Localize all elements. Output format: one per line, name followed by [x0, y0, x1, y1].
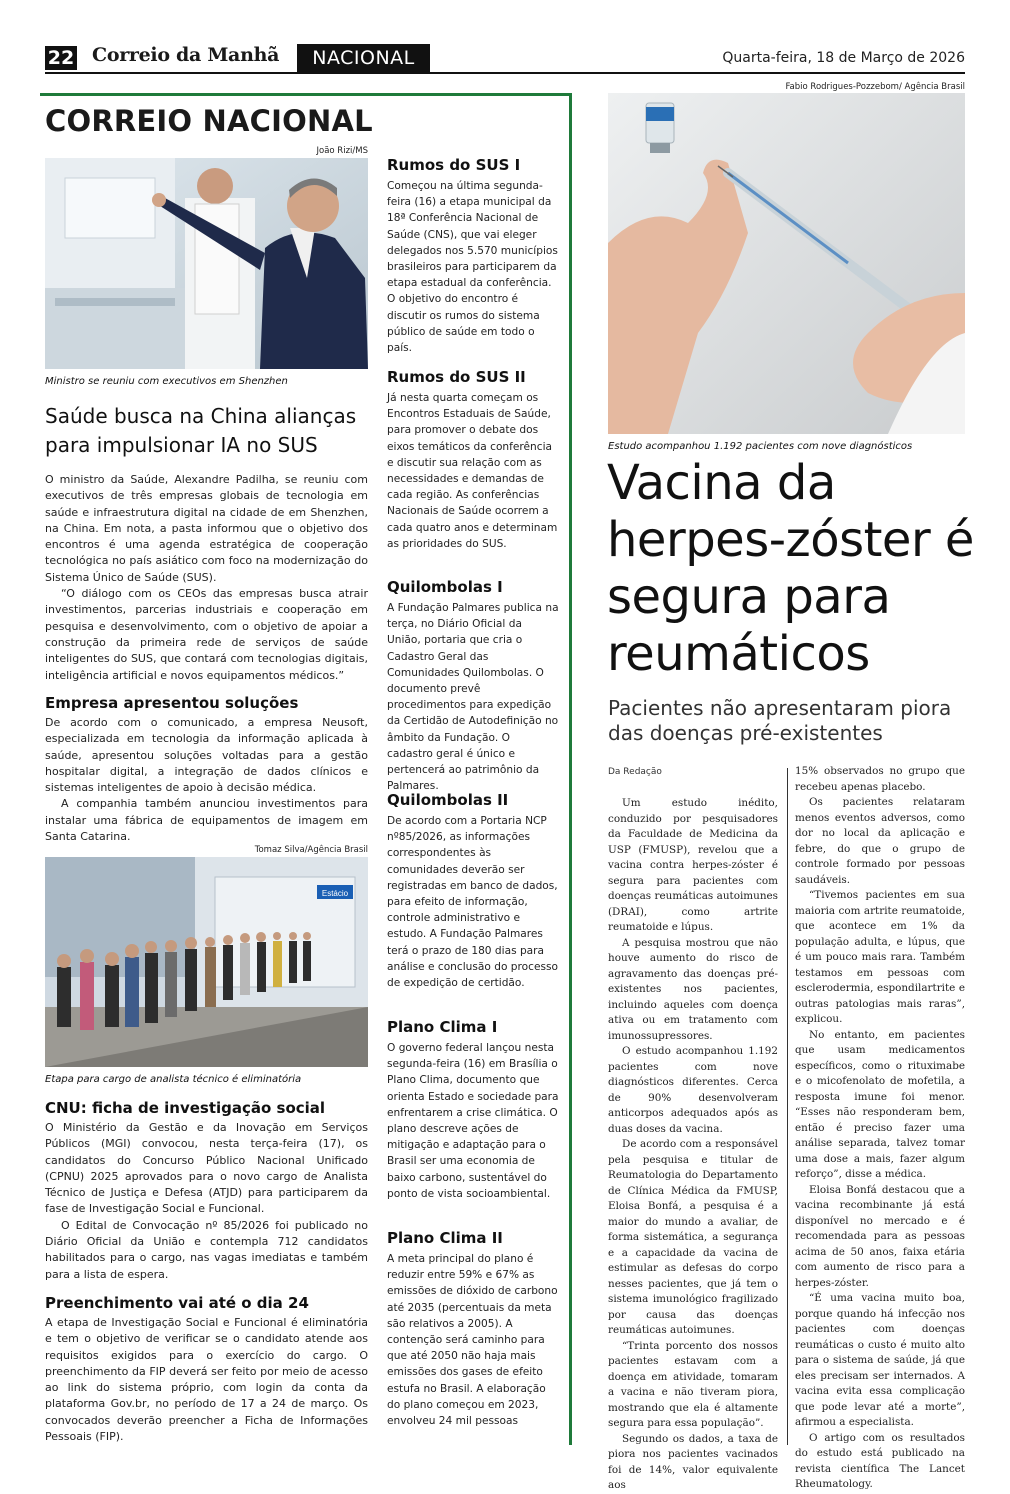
- article-headline: Saúde busca na China alianças para impulsionar IA no SUS: [45, 404, 357, 457]
- paragraph: “É uma vacina muito boa, porque quando há infecção nos pacientes com doenças reumáticas o custo é muito alto para o sistema de saúde, já que eles precisam ser internados. A vacina evita essa complicação que pode levar até a morte”, afirmou a especialista.: [795, 1292, 965, 1428]
- issue-date: Quarta-feira, 18 de Março de 2026: [722, 50, 965, 66]
- main-headline: Vacina da herpes-zóster é segura para reumáticos: [607, 455, 974, 682]
- paragraph: Eloisa Bonfá destacou que a vacina recombinante já está disponível no mercado e é recomendada para as pessoas acima de 50 anos, faixa etária com aumento de risco para a herpes-zóster.: [795, 1183, 965, 1289]
- header-rule: [45, 72, 965, 74]
- paragraph: De acordo com a responsável pela pesquisa e titular de Reumatologia do Departamento de Clínica Médica da FMUSP, Eloisa Bonfá, a pesquisa é a maior do mundo a avaliar, de forma sistemática, a segurança e a capacidade da vacina de estimular as defesas do corpo nesses pacientes, que já tem o sistema imunológico fragilizado por causa das doenças reumáticas autoimunes.: [608, 1138, 778, 1336]
- brief-text: A Fundação Palmares publica na terça, no Diário Oficial da União, portaria que cria o Cadastro Geral das Comunidades Quilombolas. O documento prevê procedimentos para expedição da Certidão de Autodefinição no âmbito da Fundação. O cadastro geral é único e pertencerá ao patrimônio da Palmares.: [387, 602, 559, 793]
- brief-text: Começou na última segunda-feira (16) a etapa municipal da 18ª Conferência Nacional de Saúde (CNS), que vai eleger delegados nos 5.570 municípios brasileiros para participarem da etapa estadual da conferência. O objetivo do encontro é discutir os rumos do sistema público de saúde em todo o país.: [387, 180, 558, 355]
- building-sign: Estácio: [321, 889, 349, 898]
- subheading: Empresa apresentou soluções: [45, 694, 299, 712]
- article-deck: Pacientes não apresentaram piora das doenças pré-existentes: [608, 696, 952, 745]
- brief-heading: Rumos do SUS I: [387, 156, 521, 174]
- photo-caption: Ministro se reuniu com executivos em Shenzhen: [45, 376, 288, 387]
- paragraph: O artigo com os resultados do estudo está publicado na revista científica The Lancet Rheumatology.: [795, 1431, 965, 1490]
- paragraph: A pesquisa mostrou que não houve aumento do risco de agravamento das doenças pré-existentes nos pacientes, incluindo aqueles com doença ativa ou em tratamento com imunossupressores.: [608, 936, 778, 1042]
- subheading: Preenchimento vai até o dia 24: [45, 1294, 309, 1312]
- article-body: [45, 1120, 368, 1283]
- brief-text: A meta principal do plano é reduzir entre 59% e 67% as emissões de dióxido de carbono até 2035 (percentuais da meta são relativos a 2005). A contenção será caminho para que até 2050 não haja mais emissões dos gases de efeito estufa no Brasil. A elaboração do plano começou em 2023, envolveu 24 mil pessoas: [387, 1253, 558, 1428]
- paragraph: O Edital de Convocação nº 85/2026 foi publicado no Diário Oficial da União e contempla 712 candidatos habilitados para o cargo, nas vagas imediatas e também para a lista de espera.: [45, 1218, 368, 1281]
- paragraph: “Tivemos pacientes em sua maioria com artrite reumatoide, que acontece em 1% da população adulta, e lúpus, que é um pouco mais rara. Também testamos em pessoas com esclerodermia, espondilartrite e outras patologias mais raras”, explicou.: [795, 889, 965, 1025]
- vaccine-photo: [608, 93, 965, 434]
- article-column-1: [608, 796, 778, 1494]
- paragraph: A companhia também anunciou investimentos para instalar uma fábrica de equipamentos de imagem em Santa Catarina.: [45, 797, 368, 844]
- minister-photo: [45, 158, 368, 369]
- paragraph: A etapa de Investigação Social e Funcional é eliminatória e tem o objetivo de verificar se o candidato atende aos requisitos exigidos para o exercício do cargo. O preenchimento da FIP deverá ser feito por meio de acesso ao link do sistema próprio, com login da conta da plataforma Gov.br, no período de 17 a 24 de março. Os convocados deverão preencher a Ficha de Informações Pessoais (FIP).: [45, 1316, 368, 1444]
- paragraph: 15% observados no grupo que recebeu apenas placebo.: [795, 765, 965, 793]
- paragraph: De acordo com o comunicado, a empresa Neusoft, especializada em tecnologia da informação aplicada à saúde, apresentou soluções voltadas para a gestão hospitalar digital, a integração de dados clínicos e sistemas inteligentes de apoio à decisão médica.: [45, 716, 368, 795]
- paragraph: No entanto, em pacientes que usam medicamentos específicos, como o rituximabe e o micofenolato de mofetila, a resposta imune foi menor. “Esses não responderam bem, então é preciso fazer uma análise separada, talvez tomar uma dose a mais, fazer algum reforço”, disse a médica.: [795, 1028, 965, 1180]
- brief-text: Já nesta quarta começam os Encontros Estaduais de Saúde, para promover o debate dos eixos temáticos da conferência e discutir sua relação com as necessidades e demandas de cada região. As conferências Nacionais de Saúde ocorrem a cada quatro anos e determinam as prioridades do SUS.: [387, 392, 558, 550]
- paragraph: Os pacientes relataram menos eventos adversos, como dor no local da aplicação e febre, do que o grupo de controle formado por pessoas saudáveis.: [795, 796, 965, 886]
- paragraph: Segundo os dados, a taxa de piora nos pacientes vacinados foi de 14%, valor equivalente aos: [608, 1432, 778, 1491]
- paragraph: “Trinta porcento dos nossos pacientes estavam com a doença em atividade, tomaram a vacina e não tiveram piora, mostrando que ela é altamente segura para essa população”.: [608, 1339, 778, 1429]
- paragraph: Um estudo inédito, conduzido por pesquisadores da Faculdade de Medicina da USP (FMUSP), revelou que a vacina contra herpes-zóster é segura para pacientes com doenças reumáticas autoimunes (DRAI), como artrite reumatoide e lúpus.: [608, 797, 778, 933]
- brief-heading: Rumos do SUS II: [387, 368, 526, 386]
- photo-credit: Tomaz Silva/Agência Brasil: [254, 845, 368, 855]
- brief-text: O governo federal lançou nesta segunda-feira (16) em Brasília o Plano Clima, documento que orienta Estado e sociedade para enfrentarem a crise climática. O plano descreve ações de mitigação e adaptação para o Brasil ser uma economia de baixo carbono, sustentável do ponto de vista socioambiental.: [387, 1042, 559, 1200]
- byline: Da Redação: [608, 767, 662, 777]
- paragraph: O estudo acompanhou 1.192 pacientes com nove diagnósticos diferentes. Cerca de 90% desenvolveram anticorpos adequados após as duas doses da vacina.: [608, 1045, 778, 1135]
- brief-heading: Plano Clima I: [387, 1018, 498, 1036]
- brief-heading: Quilombolas I: [387, 578, 503, 596]
- page-number: 22: [45, 46, 77, 70]
- paragraph: O Ministério da Gestão e da Inovação em Serviços Públicos (MGI) convocou, nesta terça-feira (17), os candidatos do Concurso Público Nacional Unificado (CPNU) 2025 aprovados para o novo cargo de Analista Técnico de Justiça e Defesa (ATJD) para participarem da fase de Investigação Social e Funcional.: [45, 1121, 368, 1216]
- article-column-2: [795, 764, 965, 1493]
- photo-credit: João Rizi/MS: [316, 146, 368, 156]
- photo-caption: Estudo acompanhou 1.192 pacientes com nove diagnósticos: [608, 441, 913, 452]
- subheading: CNU: ficha de investigação social: [45, 1099, 326, 1117]
- article-body: [45, 715, 368, 845]
- article-body: [45, 472, 368, 684]
- article-body: [45, 1315, 368, 1445]
- brief-text: De acordo com a Portaria NCP nº85/2026, as informações correspondentes às comunidades deverão ser registradas em banco de dados, para efeito de informação, controle administrativo e estudo. A Fundação Palmares terá o prazo de 180 dias para análise e conclusão do processo de expedição de certidão.: [387, 815, 558, 990]
- photo-caption: Etapa para cargo de analista técnico é eliminatória: [45, 1074, 302, 1085]
- column-rule: [787, 768, 788, 1445]
- section-label: NACIONAL: [297, 44, 430, 72]
- newspaper-name: Correio da Manhã: [92, 44, 280, 66]
- brief-heading: Quilombolas II: [387, 791, 509, 809]
- paragraph: O ministro da Saúde, Alexandre Padilha, se reuniu com executivos de três empresas globais de tecnologia em saúde e infraestrutura digital na cidade de em Shenzhen, na China. Em nota, a pasta informou que o objetivo dos encontros é uma agenda estratégica de cooperação tecnológica no país asiático com foco na modernização do Sistema Único de Saúde (SUS).: [45, 473, 368, 584]
- queue-photo: [45, 857, 368, 1067]
- section-kicker: CORREIO NACIONAL: [45, 104, 373, 138]
- photo-credit: Fabio Rodrigues-Pozzebom/ Agência Brasil: [785, 82, 965, 92]
- brief-heading: Plano Clima II: [387, 1229, 503, 1247]
- paragraph: “O diálogo com os CEOs das empresas busca atrair investimentos, parcerias industriais e cooperação em pesquisa e desenvolvimento, com o objetivo de apoiar a construção da primeira rede de serviços de saúde inteligentes do SUS, que contará com tecnologias digitais, inteligência artificial e novos equipamentos médicos.”: [45, 587, 368, 682]
